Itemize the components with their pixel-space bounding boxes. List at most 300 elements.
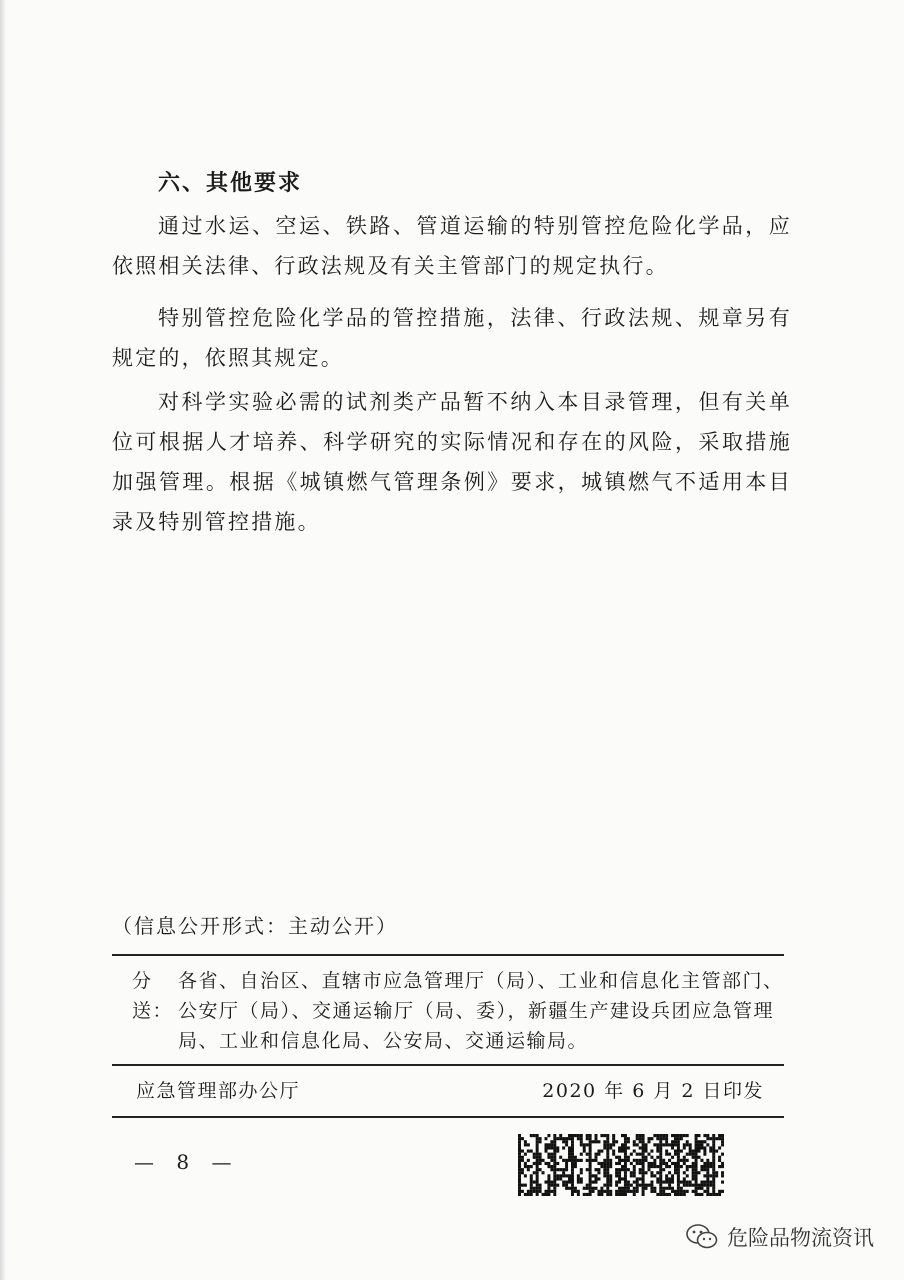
barcode-module: [698, 1140, 701, 1143]
barcode-module: [600, 1134, 603, 1137]
barcode-module: [518, 1181, 521, 1184]
barcode-module: [606, 1162, 609, 1165]
barcode-module: [577, 1174, 580, 1177]
barcode-module: [544, 1181, 547, 1184]
barcode-module: [721, 1171, 724, 1174]
barcode-module: [647, 1140, 650, 1143]
barcode-module: [621, 1177, 624, 1180]
barcode-module: [565, 1187, 568, 1190]
barcode-module: [524, 1193, 527, 1196]
barcode-module: [586, 1187, 589, 1190]
barcode-module: [618, 1162, 621, 1165]
barcode-module: [518, 1134, 521, 1137]
barcode-module: [665, 1143, 668, 1146]
barcode-module: [547, 1177, 550, 1180]
barcode-module: [662, 1168, 665, 1171]
barcode-module: [568, 1150, 571, 1153]
barcode-module: [606, 1143, 609, 1146]
barcode-module: [712, 1156, 715, 1159]
barcode-module: [612, 1134, 615, 1137]
barcode-module: [592, 1140, 595, 1143]
barcode-module: [703, 1162, 706, 1165]
barcode-module: [659, 1184, 662, 1187]
barcode-module: [592, 1190, 595, 1193]
barcode-module: [624, 1137, 627, 1140]
barcode-module: [659, 1181, 662, 1184]
barcode-module: [642, 1143, 645, 1146]
barcode-module: [603, 1190, 606, 1193]
barcode-module: [712, 1187, 715, 1190]
barcode-module: [642, 1193, 645, 1196]
barcode-module: [709, 1162, 712, 1165]
barcode-module: [703, 1153, 706, 1156]
barcode-module: [686, 1165, 689, 1168]
barcode-module: [524, 1174, 527, 1177]
barcode-module: [677, 1193, 680, 1196]
barcode-module: [677, 1146, 680, 1149]
barcode-module: [642, 1162, 645, 1165]
barcode-module: [553, 1184, 556, 1187]
barcode-module: [589, 1184, 592, 1187]
barcode-module: [627, 1146, 630, 1149]
barcode-module: [580, 1140, 583, 1143]
barcode-module: [589, 1193, 592, 1196]
barcode-module: [624, 1146, 627, 1149]
barcode-module: [692, 1177, 695, 1180]
barcode-module: [580, 1159, 583, 1162]
barcode-module: [698, 1193, 701, 1196]
barcode-module: [659, 1140, 662, 1143]
barcode-module: [536, 1162, 539, 1165]
barcode-module: [695, 1165, 698, 1168]
barcode-module: [642, 1184, 645, 1187]
barcode-module: [671, 1177, 674, 1180]
barcode-module: [577, 1159, 580, 1162]
barcode-module: [559, 1137, 562, 1140]
barcode-module: [680, 1159, 683, 1162]
barcode-module: [677, 1171, 680, 1174]
barcode-module: [553, 1168, 556, 1171]
barcode-module: [547, 1162, 550, 1165]
barcode-module: [536, 1187, 539, 1190]
barcode-module: [606, 1171, 609, 1174]
barcode-module: [606, 1177, 609, 1180]
barcode-module: [630, 1162, 633, 1165]
barcode-module: [550, 1143, 553, 1146]
barcode-module: [589, 1171, 592, 1174]
barcode-module: [574, 1134, 577, 1137]
barcode-module: [518, 1140, 521, 1143]
barcode-module: [709, 1193, 712, 1196]
barcode-module: [653, 1134, 656, 1137]
barcode-module: [521, 1137, 524, 1140]
barcode-module: [718, 1146, 721, 1149]
barcode-module: [721, 1153, 724, 1156]
barcode-module: [606, 1159, 609, 1162]
barcode-module: [536, 1193, 539, 1196]
barcode-module: [712, 1146, 715, 1149]
barcode-module: [518, 1159, 521, 1162]
barcode-module: [571, 1168, 574, 1171]
barcode-module: [680, 1193, 683, 1196]
barcode-module: [695, 1159, 698, 1162]
barcode-module: [680, 1137, 683, 1140]
barcode-module: [609, 1174, 612, 1177]
barcode-module: [518, 1193, 521, 1196]
barcode-module: [662, 1187, 665, 1190]
barcode-module: [642, 1168, 645, 1171]
barcode-module: [544, 1193, 547, 1196]
barcode-module: [703, 1165, 706, 1168]
barcode-module: [556, 1184, 559, 1187]
barcode-module: [597, 1162, 600, 1165]
barcode-module: [565, 1168, 568, 1171]
page-number: — 8 —: [134, 1150, 240, 1174]
barcode-module: [577, 1177, 580, 1180]
barcode-module: [559, 1177, 562, 1180]
barcode-module: [618, 1177, 621, 1180]
barcode-module: [627, 1168, 630, 1171]
barcode-module: [677, 1150, 680, 1153]
barcode-module: [542, 1193, 545, 1196]
barcode-module: [568, 1146, 571, 1149]
barcode-module: [636, 1181, 639, 1184]
barcode-module: [586, 1159, 589, 1162]
barcode-module: [706, 1174, 709, 1177]
barcode-module: [627, 1181, 630, 1184]
barcode-module: [571, 1177, 574, 1180]
barcode-module: [536, 1184, 539, 1187]
barcode-module: [553, 1146, 556, 1149]
barcode-module: [703, 1190, 706, 1193]
barcode-module: [668, 1193, 671, 1196]
barcode-module: [553, 1137, 556, 1140]
barcode-module: [600, 1193, 603, 1196]
barcode-module: [530, 1184, 533, 1187]
barcode-module: [553, 1171, 556, 1174]
barcode-module: [527, 1159, 530, 1162]
barcode-module: [665, 1181, 668, 1184]
barcode-module: [536, 1137, 539, 1140]
barcode-module: [618, 1156, 621, 1159]
barcode-module: [565, 1165, 568, 1168]
barcode-module: [689, 1181, 692, 1184]
barcode-module: [547, 1146, 550, 1149]
barcode-module: [633, 1150, 636, 1153]
barcode-module: [624, 1181, 627, 1184]
barcode-module: [718, 1156, 721, 1159]
barcode-module: [518, 1156, 521, 1159]
barcode-module: [662, 1181, 665, 1184]
barcode-module: [712, 1162, 715, 1165]
barcode-module: [647, 1153, 650, 1156]
barcode-module: [612, 1153, 615, 1156]
barcode-module: [662, 1162, 665, 1165]
barcode-module: [586, 1143, 589, 1146]
barcode-module: [633, 1181, 636, 1184]
barcode-module: [633, 1168, 636, 1171]
barcode-module: [571, 1181, 574, 1184]
barcode-module: [571, 1174, 574, 1177]
disclosure-note: （信息公开形式：主动公开）: [112, 914, 398, 938]
barcode-module: [536, 1156, 539, 1159]
barcode-module: [618, 1168, 621, 1171]
barcode-module: [642, 1150, 645, 1153]
barcode-module: [571, 1187, 574, 1190]
barcode-module: [624, 1134, 627, 1137]
barcode-module: [718, 1134, 721, 1137]
barcode-module: [547, 1187, 550, 1190]
barcode-module: [647, 1162, 650, 1165]
barcode-module: [706, 1171, 709, 1174]
barcode-module: [530, 1190, 533, 1193]
barcode-module: [553, 1181, 556, 1184]
barcode-module: [645, 1159, 648, 1162]
barcode-module: [683, 1162, 686, 1165]
barcode-module: [589, 1159, 592, 1162]
barcode-module: [692, 1150, 695, 1153]
barcode-module: [574, 1162, 577, 1165]
barcode-module: [650, 1174, 653, 1177]
barcode-module: [698, 1146, 701, 1149]
barcode-module: [612, 1140, 615, 1143]
barcode-module: [562, 1146, 565, 1149]
barcode-module: [521, 1171, 524, 1174]
barcode-module: [571, 1153, 574, 1156]
barcode-module: [683, 1143, 686, 1146]
barcode-module: [609, 1146, 612, 1149]
barcode-module: [700, 1181, 703, 1184]
barcode-module: [606, 1165, 609, 1168]
barcode-module: [606, 1146, 609, 1149]
barcode-module: [633, 1193, 636, 1196]
barcode-module: [718, 1137, 721, 1140]
barcode-module: [550, 1140, 553, 1143]
barcode-module: [653, 1165, 656, 1168]
barcode-module: [653, 1162, 656, 1165]
barcode-module: [536, 1174, 539, 1177]
barcode-module: [518, 1184, 521, 1187]
barcode-module: [606, 1140, 609, 1143]
barcode-module: [677, 1156, 680, 1159]
barcode-module: [665, 1162, 668, 1165]
barcode-module: [718, 1165, 721, 1168]
barcode-module: [621, 1193, 624, 1196]
barcode-module: [568, 1153, 571, 1156]
barcode-module: [562, 1137, 565, 1140]
barcode-module: [530, 1150, 533, 1153]
barcode-module: [698, 1143, 701, 1146]
barcode-module: [553, 1159, 556, 1162]
distribution-label: 分送：: [132, 970, 174, 1022]
barcode-module: [662, 1193, 665, 1196]
barcode-module: [627, 1184, 630, 1187]
barcode-module: [659, 1150, 662, 1153]
barcode-module: [562, 1140, 565, 1143]
barcode-module: [689, 1184, 692, 1187]
barcode-module: [518, 1171, 521, 1174]
barcode-module: [709, 1146, 712, 1149]
barcode-module: [562, 1171, 565, 1174]
barcode-module: [636, 1184, 639, 1187]
barcode-module: [624, 1190, 627, 1193]
watermark-text: 危险品物流资讯: [727, 1226, 874, 1250]
barcode-module: [536, 1177, 539, 1180]
barcode-module: [597, 1150, 600, 1153]
barcode-module: [715, 1171, 718, 1174]
barcode-module: [621, 1168, 624, 1171]
barcode-module: [647, 1168, 650, 1171]
distribution-content: 各省、自治区、直辖市应急管理厅（局）、工业和信息化主管部门、公安厅（局）、交通运输厅（局、委），新疆生产建设兵团应急管理局、工业和信息化局、公安局、交通运输局。: [178, 970, 784, 1052]
barcode-module: [703, 1184, 706, 1187]
barcode-module: [615, 1140, 618, 1143]
barcode-module: [609, 1181, 612, 1184]
barcode-module: [559, 1168, 562, 1171]
barcode-module: [615, 1184, 618, 1187]
barcode-module: [550, 1156, 553, 1159]
barcode-module: [721, 1134, 724, 1137]
barcode-module: [721, 1190, 724, 1193]
barcode-module: [677, 1174, 680, 1177]
barcode-module: [630, 1184, 633, 1187]
barcode-module: [565, 1140, 568, 1143]
barcode-module: [656, 1146, 659, 1149]
barcode-module: [624, 1177, 627, 1180]
barcode-module: [712, 1190, 715, 1193]
barcode-module: [592, 1174, 595, 1177]
barcode-module: [698, 1184, 701, 1187]
barcode-module: [536, 1140, 539, 1143]
barcode-module: [518, 1143, 521, 1146]
barcode-module: [621, 1150, 624, 1153]
barcode-module: [712, 1153, 715, 1156]
barcode-module: [695, 1181, 698, 1184]
barcode-module: [536, 1146, 539, 1149]
barcode-module: [518, 1150, 521, 1153]
barcode-module: [692, 1156, 695, 1159]
barcode-module: [571, 1162, 574, 1165]
barcode-module: [609, 1159, 612, 1162]
barcode-module: [606, 1181, 609, 1184]
barcode-module: [571, 1150, 574, 1153]
barcode-module: [553, 1165, 556, 1168]
barcode-module: [580, 1153, 583, 1156]
barcode-module: [650, 1162, 653, 1165]
barcode-module: [597, 1177, 600, 1180]
barcode-module: [615, 1156, 618, 1159]
barcode-module: [692, 1165, 695, 1168]
barcode-module: [668, 1143, 671, 1146]
barcode-module: [662, 1134, 665, 1137]
barcode-module: [689, 1150, 692, 1153]
barcode-module: [633, 1187, 636, 1190]
barcode-module: [618, 1181, 621, 1184]
barcode-module: [627, 1190, 630, 1193]
barcode-module: [589, 1187, 592, 1190]
barcode-module: [642, 1146, 645, 1149]
barcode-module: [683, 1193, 686, 1196]
barcode-module: [553, 1190, 556, 1193]
barcode-module: [642, 1140, 645, 1143]
barcode-module: [642, 1165, 645, 1168]
barcode-module: [642, 1177, 645, 1180]
barcode-module: [624, 1156, 627, 1159]
barcode-module: [695, 1150, 698, 1153]
barcode-module: [618, 1190, 621, 1193]
barcode-module: [668, 1177, 671, 1180]
barcode-module: [639, 1184, 642, 1187]
barcode-module: [627, 1137, 630, 1140]
barcode-module: [527, 1150, 530, 1153]
barcode-module: [645, 1156, 648, 1159]
barcode-module: [539, 1162, 542, 1165]
barcode-module: [597, 1193, 600, 1196]
barcode-module: [706, 1137, 709, 1140]
barcode-module: [553, 1153, 556, 1156]
barcode-module: [709, 1181, 712, 1184]
barcode-module: [686, 1181, 689, 1184]
barcode-module: [680, 1134, 683, 1137]
barcode-module: [677, 1184, 680, 1187]
barcode-module: [533, 1156, 536, 1159]
barcode-module: [665, 1187, 668, 1190]
barcode-module: [677, 1181, 680, 1184]
barcode-module: [659, 1143, 662, 1146]
barcode-module: [592, 1159, 595, 1162]
barcode-module: [536, 1159, 539, 1162]
barcode-module: [589, 1146, 592, 1149]
barcode-module: [659, 1134, 662, 1137]
barcode-module: [706, 1162, 709, 1165]
barcode-module: [695, 1146, 698, 1149]
barcode-module: [530, 1165, 533, 1168]
barcode-module: [574, 1159, 577, 1162]
barcode-module: [533, 1190, 536, 1193]
barcode-module: [695, 1177, 698, 1180]
barcode-module: [633, 1140, 636, 1143]
barcode-module: [668, 1153, 671, 1156]
issuer: 应急管理部办公厅: [136, 1080, 301, 1102]
barcode-module: [624, 1153, 627, 1156]
barcode-module: [624, 1171, 627, 1174]
section-heading: 六、其他要求: [158, 171, 303, 196]
barcode-module: [706, 1187, 709, 1190]
barcode-module: [686, 1153, 689, 1156]
barcode-module: [656, 1150, 659, 1153]
barcode-module: [700, 1165, 703, 1168]
barcode-module: [674, 1137, 677, 1140]
barcode-module: [677, 1143, 680, 1146]
barcode-module: [595, 1168, 598, 1171]
wechat-icon: [685, 1223, 719, 1251]
barcode-module: [547, 1143, 550, 1146]
barcode-module: [606, 1193, 609, 1196]
barcode-module: [571, 1140, 574, 1143]
barcode-module: [686, 1168, 689, 1171]
barcode-module: [574, 1190, 577, 1193]
barcode-module: [653, 1187, 656, 1190]
barcode-module: [600, 1162, 603, 1165]
barcode-module: [556, 1150, 559, 1153]
barcode-module: [709, 1184, 712, 1187]
barcode-module: [721, 1181, 724, 1184]
barcode-module: [536, 1165, 539, 1168]
barcode-module: [674, 1143, 677, 1146]
barcode-module: [671, 1143, 674, 1146]
barcode-module: [680, 1190, 683, 1193]
barcode-module: [606, 1168, 609, 1171]
divider-top: [112, 954, 784, 956]
